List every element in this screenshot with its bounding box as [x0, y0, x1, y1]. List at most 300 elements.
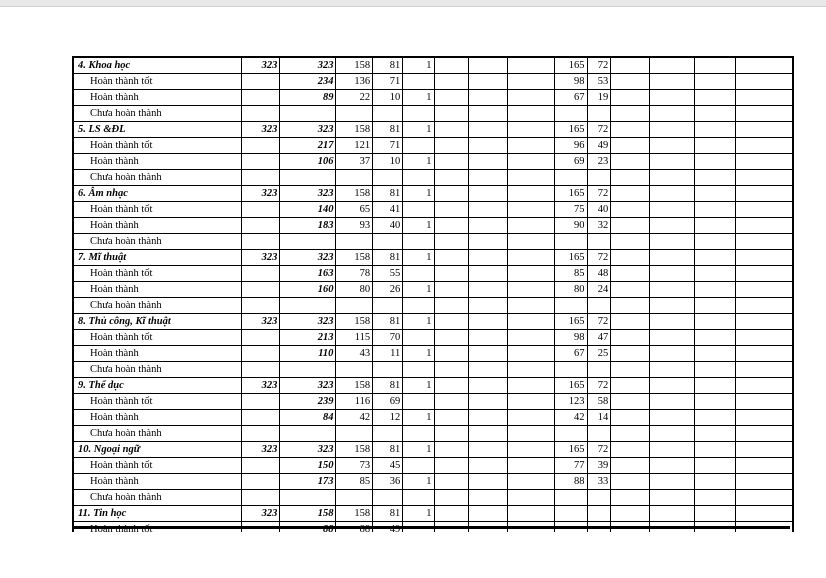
subject-header-row: [74, 186, 792, 202]
empty-cell: [468, 90, 507, 106]
value-cell: 70: [373, 330, 403, 346]
empty-cell: [611, 266, 650, 282]
value-cell: 115: [336, 330, 373, 346]
empty-cell: [434, 170, 468, 186]
empty-cell: [241, 202, 280, 218]
empty-cell: [468, 202, 507, 218]
subject-count: 323: [280, 122, 336, 138]
empty-cell: [736, 346, 792, 362]
row-label: Hoàn thành tốt: [74, 74, 241, 90]
empty-cell: [695, 506, 736, 522]
empty-cell: [611, 426, 650, 442]
value-cell: 1: [403, 506, 434, 522]
subject-count: 323: [280, 58, 336, 74]
row-label: Hoàn thành: [74, 218, 241, 234]
empty-cell: [434, 106, 468, 122]
value-cell: 1: [403, 378, 434, 394]
report-table-sheet: [72, 56, 794, 532]
row-count: 239: [280, 394, 336, 410]
value-cell: [336, 426, 373, 442]
table-row: [74, 74, 792, 90]
empty-cell: [650, 218, 695, 234]
empty-cell: [650, 122, 695, 138]
value-cell: 72: [587, 314, 611, 330]
value-cell: [373, 426, 403, 442]
value-cell: 41: [373, 202, 403, 218]
table-row: [74, 170, 792, 186]
value-cell: [373, 106, 403, 122]
table-row: [74, 458, 792, 474]
empty-cell: [736, 154, 792, 170]
subject-name: 6. Âm nhạc: [74, 186, 241, 202]
empty-cell: [434, 394, 468, 410]
empty-cell: [650, 234, 695, 250]
empty-cell: [736, 314, 792, 330]
empty-cell: [507, 218, 554, 234]
empty-cell: [611, 234, 650, 250]
empty-cell: [650, 202, 695, 218]
empty-cell: [507, 506, 554, 522]
empty-cell: [468, 170, 507, 186]
row-count: [280, 298, 336, 314]
empty-cell: [736, 186, 792, 202]
empty-cell: [434, 234, 468, 250]
empty-cell: [434, 138, 468, 154]
row-label: Hoàn thành: [74, 474, 241, 490]
empty-cell: [468, 250, 507, 266]
empty-cell: [736, 202, 792, 218]
value-cell: 116: [336, 394, 373, 410]
empty-cell: [241, 362, 280, 378]
empty-cell: [650, 506, 695, 522]
row-count: 163: [280, 266, 336, 282]
value-cell: 1: [403, 154, 434, 170]
viewer-top-bar: [0, 0, 826, 7]
value-cell: 81: [373, 506, 403, 522]
empty-cell: [736, 458, 792, 474]
value-cell: 10: [373, 90, 403, 106]
empty-cell: [650, 458, 695, 474]
empty-cell: [241, 458, 280, 474]
row-label: Chưa hoàn thành: [74, 298, 241, 314]
empty-cell: [241, 394, 280, 410]
empty-cell: [468, 362, 507, 378]
value-cell: [403, 234, 434, 250]
value-cell: 80: [555, 282, 587, 298]
value-cell: [555, 234, 587, 250]
empty-cell: [695, 442, 736, 458]
value-cell: 165: [555, 122, 587, 138]
value-cell: 14: [587, 410, 611, 426]
value-cell: 72: [587, 378, 611, 394]
empty-cell: [468, 346, 507, 362]
value-cell: 158: [336, 250, 373, 266]
empty-cell: [650, 426, 695, 442]
table-row: [74, 346, 792, 362]
empty-cell: [650, 362, 695, 378]
value-cell: 85: [336, 474, 373, 490]
value-cell: 81: [373, 378, 403, 394]
empty-cell: [736, 218, 792, 234]
row-count: 234: [280, 74, 336, 90]
empty-cell: [241, 474, 280, 490]
empty-cell: [611, 186, 650, 202]
value-cell: 1: [403, 90, 434, 106]
table-row: [74, 282, 792, 298]
value-cell: 67: [555, 90, 587, 106]
value-cell: 158: [336, 378, 373, 394]
empty-cell: [695, 266, 736, 282]
empty-cell: [650, 346, 695, 362]
empty-cell: [650, 170, 695, 186]
empty-cell: [241, 410, 280, 426]
value-cell: 47: [587, 330, 611, 346]
empty-cell: [736, 90, 792, 106]
empty-cell: [736, 506, 792, 522]
empty-cell: [695, 234, 736, 250]
empty-cell: [468, 186, 507, 202]
empty-cell: [611, 218, 650, 234]
value-cell: 58: [587, 394, 611, 410]
empty-cell: [695, 458, 736, 474]
empty-cell: [434, 218, 468, 234]
table-row: [74, 298, 792, 314]
row-label: Chưa hoàn thành: [74, 170, 241, 186]
subject-header-row: [74, 250, 792, 266]
subject-count: 323: [280, 442, 336, 458]
empty-cell: [434, 362, 468, 378]
empty-cell: [507, 106, 554, 122]
value-cell: 65: [336, 202, 373, 218]
value-cell: 12: [373, 410, 403, 426]
empty-cell: [434, 154, 468, 170]
table-row: [74, 394, 792, 410]
empty-cell: [611, 362, 650, 378]
subject-name: 7. Mĩ thuật: [74, 250, 241, 266]
empty-cell: [507, 122, 554, 138]
subject-count: 323: [280, 314, 336, 330]
empty-cell: [507, 314, 554, 330]
row-count: 213: [280, 330, 336, 346]
row-label: Hoàn thành tốt: [74, 202, 241, 218]
value-cell: 69: [555, 154, 587, 170]
empty-cell: [507, 234, 554, 250]
value-cell: [336, 490, 373, 506]
table-row: [74, 330, 792, 346]
value-cell: [403, 426, 434, 442]
empty-cell: [611, 170, 650, 186]
row-label: Hoàn thành tốt: [74, 458, 241, 474]
value-cell: 24: [587, 282, 611, 298]
value-cell: [587, 234, 611, 250]
value-cell: [373, 234, 403, 250]
row-label: Chưa hoàn thành: [74, 362, 241, 378]
empty-cell: [507, 298, 554, 314]
value-cell: 72: [587, 250, 611, 266]
empty-cell: [611, 138, 650, 154]
empty-cell: [695, 202, 736, 218]
empty-cell: [507, 266, 554, 282]
value-cell: [555, 170, 587, 186]
empty-cell: [736, 362, 792, 378]
empty-cell: [611, 298, 650, 314]
empty-cell: [241, 298, 280, 314]
empty-cell: [611, 74, 650, 90]
empty-cell: [241, 490, 280, 506]
empty-cell: [611, 410, 650, 426]
empty-cell: [650, 330, 695, 346]
value-cell: 1: [403, 250, 434, 266]
value-cell: 165: [555, 314, 587, 330]
row-label: Hoàn thành tốt: [74, 330, 241, 346]
empty-cell: [736, 378, 792, 394]
empty-cell: [650, 266, 695, 282]
value-cell: 22: [336, 90, 373, 106]
empty-cell: [434, 474, 468, 490]
empty-cell: [468, 426, 507, 442]
empty-cell: [468, 106, 507, 122]
row-label: Hoàn thành tốt: [74, 394, 241, 410]
empty-cell: [468, 298, 507, 314]
empty-cell: [611, 330, 650, 346]
empty-cell: [695, 138, 736, 154]
empty-cell: [611, 378, 650, 394]
empty-cell: [434, 298, 468, 314]
value-cell: [403, 170, 434, 186]
empty-cell: [695, 186, 736, 202]
empty-cell: [507, 186, 554, 202]
empty-cell: [434, 90, 468, 106]
value-cell: [403, 394, 434, 410]
value-cell: [555, 426, 587, 442]
row-label: Hoàn thành tốt: [74, 138, 241, 154]
subject-name: 5. LS &ĐL: [74, 122, 241, 138]
empty-cell: [507, 74, 554, 90]
empty-cell: [468, 442, 507, 458]
value-cell: 1: [403, 186, 434, 202]
value-cell: 158: [336, 122, 373, 138]
empty-cell: [695, 410, 736, 426]
empty-cell: [507, 202, 554, 218]
row-label: Hoàn thành: [74, 410, 241, 426]
value-cell: 72: [587, 122, 611, 138]
value-cell: 1: [403, 442, 434, 458]
empty-cell: [241, 282, 280, 298]
empty-cell: [650, 74, 695, 90]
empty-cell: [611, 202, 650, 218]
empty-cell: [611, 282, 650, 298]
empty-cell: [695, 106, 736, 122]
table-row: [74, 218, 792, 234]
table-row: [74, 106, 792, 122]
subject-total: 323: [241, 506, 280, 522]
value-cell: 81: [373, 314, 403, 330]
table-row: [74, 410, 792, 426]
empty-cell: [241, 90, 280, 106]
empty-cell: [650, 138, 695, 154]
empty-cell: [650, 298, 695, 314]
empty-cell: [468, 474, 507, 490]
value-cell: 121: [336, 138, 373, 154]
empty-cell: [650, 250, 695, 266]
value-cell: [336, 170, 373, 186]
empty-cell: [507, 346, 554, 362]
empty-cell: [736, 234, 792, 250]
value-cell: 11: [373, 346, 403, 362]
value-cell: 1: [403, 218, 434, 234]
empty-cell: [611, 458, 650, 474]
value-cell: 45: [373, 458, 403, 474]
table-row: [74, 426, 792, 442]
value-cell: [403, 298, 434, 314]
empty-cell: [468, 122, 507, 138]
row-count: [280, 234, 336, 250]
empty-cell: [468, 490, 507, 506]
empty-cell: [507, 282, 554, 298]
empty-cell: [650, 106, 695, 122]
row-count: 110: [280, 346, 336, 362]
row-count: 150: [280, 458, 336, 474]
empty-cell: [434, 122, 468, 138]
row-count: [280, 426, 336, 442]
empty-cell: [736, 410, 792, 426]
table-row: [74, 266, 792, 282]
empty-cell: [241, 170, 280, 186]
empty-cell: [241, 234, 280, 250]
empty-cell: [468, 282, 507, 298]
empty-cell: [650, 314, 695, 330]
value-cell: [587, 170, 611, 186]
empty-cell: [507, 394, 554, 410]
value-cell: [336, 298, 373, 314]
value-cell: 158: [336, 506, 373, 522]
value-cell: 40: [373, 218, 403, 234]
empty-cell: [468, 138, 507, 154]
value-cell: 136: [336, 74, 373, 90]
empty-cell: [507, 170, 554, 186]
value-cell: 1: [403, 314, 434, 330]
empty-cell: [611, 490, 650, 506]
empty-cell: [434, 506, 468, 522]
empty-cell: [736, 106, 792, 122]
value-cell: [373, 170, 403, 186]
empty-cell: [468, 314, 507, 330]
subject-total: 323: [241, 378, 280, 394]
empty-cell: [241, 74, 280, 90]
row-label: Chưa hoàn thành: [74, 106, 241, 122]
empty-cell: [736, 426, 792, 442]
subject-total: 323: [241, 186, 280, 202]
subject-count: 323: [280, 250, 336, 266]
empty-cell: [611, 442, 650, 458]
value-cell: [373, 298, 403, 314]
value-cell: 77: [555, 458, 587, 474]
value-cell: 158: [336, 186, 373, 202]
empty-cell: [736, 330, 792, 346]
value-cell: [587, 298, 611, 314]
empty-cell: [650, 474, 695, 490]
value-cell: [336, 106, 373, 122]
value-cell: 88: [555, 474, 587, 490]
value-cell: [403, 266, 434, 282]
value-cell: 48: [587, 266, 611, 282]
value-cell: 55: [373, 266, 403, 282]
empty-cell: [736, 394, 792, 410]
empty-cell: [434, 202, 468, 218]
empty-cell: [611, 154, 650, 170]
empty-cell: [736, 122, 792, 138]
subject-count: 323: [280, 378, 336, 394]
empty-cell: [695, 90, 736, 106]
subject-header-row: [74, 122, 792, 138]
value-cell: 42: [555, 410, 587, 426]
value-cell: 1: [403, 282, 434, 298]
empty-cell: [611, 314, 650, 330]
value-cell: 81: [373, 442, 403, 458]
empty-cell: [468, 58, 507, 74]
empty-cell: [695, 346, 736, 362]
empty-cell: [611, 250, 650, 266]
empty-cell: [468, 458, 507, 474]
empty-cell: [736, 298, 792, 314]
subject-header-row: [74, 314, 792, 330]
empty-cell: [468, 506, 507, 522]
empty-cell: [650, 410, 695, 426]
value-cell: [403, 458, 434, 474]
empty-cell: [695, 170, 736, 186]
value-cell: 1: [403, 474, 434, 490]
empty-cell: [241, 154, 280, 170]
value-cell: [587, 106, 611, 122]
value-cell: 10: [373, 154, 403, 170]
value-cell: 81: [373, 250, 403, 266]
empty-cell: [695, 74, 736, 90]
row-label: Chưa hoàn thành: [74, 490, 241, 506]
empty-cell: [434, 250, 468, 266]
row-label: Hoàn thành: [74, 90, 241, 106]
empty-cell: [468, 394, 507, 410]
row-count: 160: [280, 282, 336, 298]
value-cell: 32: [587, 218, 611, 234]
subject-count: 323: [280, 186, 336, 202]
value-cell: [587, 362, 611, 378]
empty-cell: [241, 346, 280, 362]
value-cell: 71: [373, 138, 403, 154]
value-cell: [403, 106, 434, 122]
empty-cell: [650, 378, 695, 394]
value-cell: 158: [336, 442, 373, 458]
empty-cell: [434, 346, 468, 362]
row-count: [280, 490, 336, 506]
empty-cell: [695, 154, 736, 170]
value-cell: [373, 362, 403, 378]
empty-cell: [434, 410, 468, 426]
subject-name: 4. Khoa học: [74, 58, 241, 74]
empty-cell: [507, 458, 554, 474]
subject-header-row: [74, 378, 792, 394]
empty-cell: [695, 378, 736, 394]
value-cell: [403, 202, 434, 218]
empty-cell: [611, 122, 650, 138]
empty-cell: [650, 282, 695, 298]
subject-total: 323: [241, 250, 280, 266]
empty-cell: [695, 218, 736, 234]
value-cell: 158: [336, 58, 373, 74]
empty-cell: [736, 474, 792, 490]
empty-cell: [736, 170, 792, 186]
value-cell: 33: [587, 474, 611, 490]
empty-cell: [611, 58, 650, 74]
